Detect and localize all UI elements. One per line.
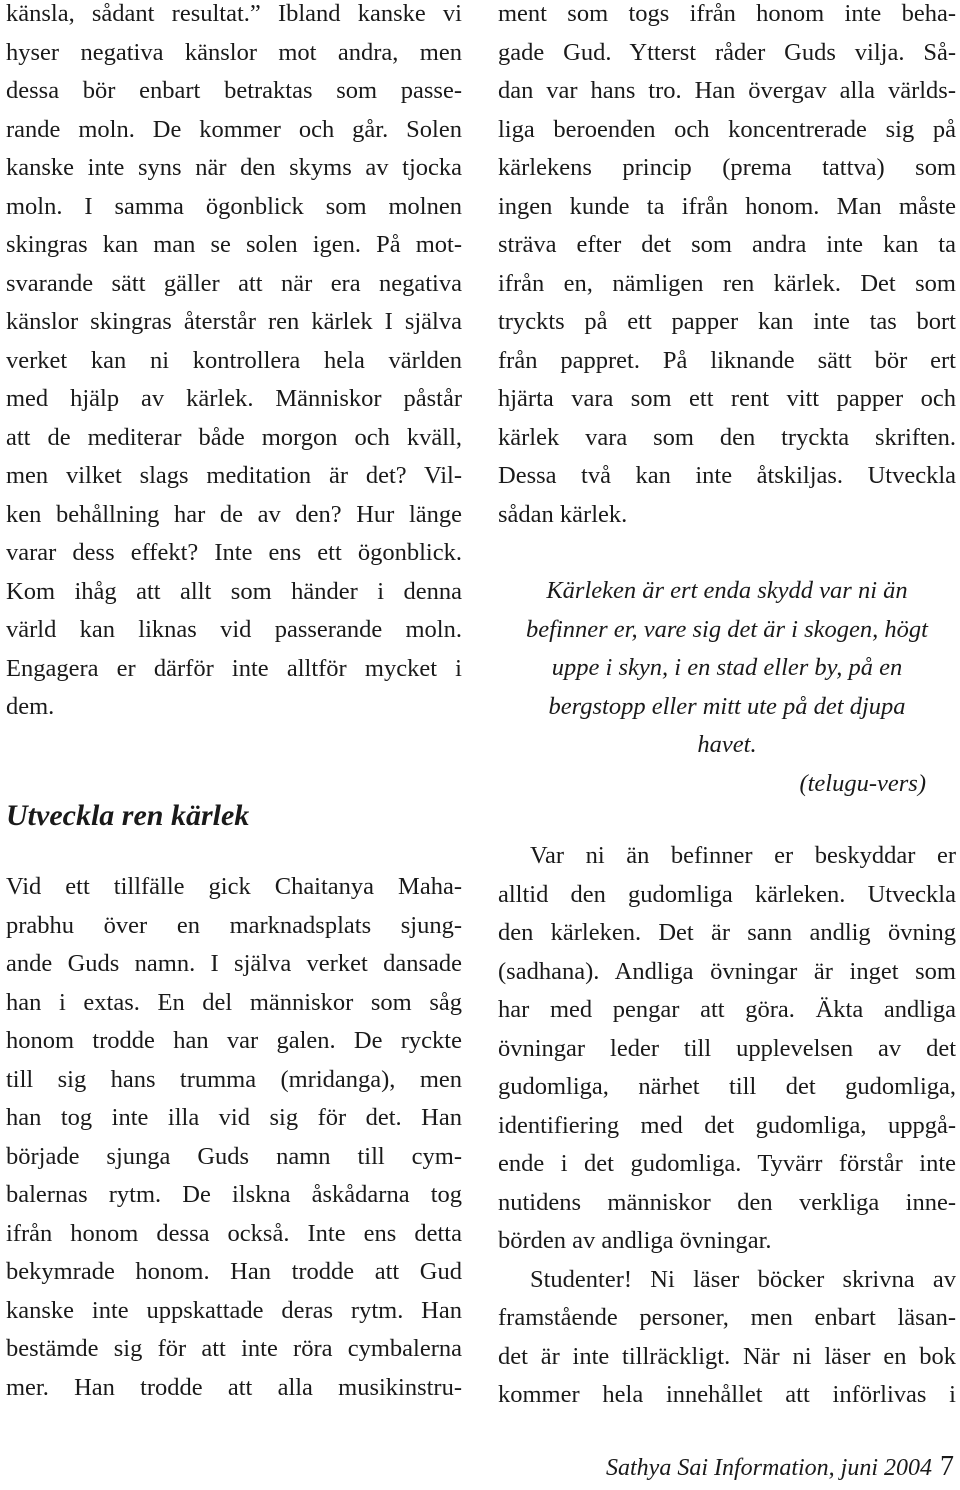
text-line: balernas rytm. De ilskna åskådarna tog [6,1181,462,1208]
poem-line: bergstopp eller mitt ute på det djupa [548,692,906,720]
poem-lines [498,572,956,765]
publication-title: Sathya Sai Information, juni 2004 [606,1455,932,1481]
text-line: med hjälp av kärlek. Människor påstår [6,385,462,412]
text-line: rande moln. De kommer och går. Solen [6,115,462,143]
text-line: från pappret. På liknande sätt bör ert [498,346,956,374]
text-line: Vid ett tillfälle gick Chaitanya Maha- [6,873,462,900]
text-line: kärlekens princip (prema tattva) som [498,154,956,181]
text-line: börden av andliga övningar. [498,1227,772,1254]
poem-line: uppe i skyn, i en stad eller by, på en [551,654,903,681]
text-line: verket kan ni kontrollera hela världen [6,346,462,374]
text-line: till sig hans trumma (mridanga), men [6,1065,462,1093]
text-line: känsla, sådant resultat.” Ibland kanske vi [6,0,462,27]
text-line: varar dess effekt? Inte ens ett ögonblick. [6,539,462,566]
text-line: dan var hans tro. Han övergav alla världs- [498,77,956,104]
text-line: Engagera er därför inte alltför mycket i [6,654,462,682]
text-line: gade Gud. Ytterst råder Guds vilja. Så- [498,38,956,66]
poem-quote [498,572,956,803]
text-line: dessa bör enbart betraktas som passe- [6,77,462,104]
text-line: alltid den gudomliga kärleken. Utveckla [498,880,956,908]
text-line: tryckts på ett papper kan inte tas bort [498,308,956,335]
text-line: kanske inte syns när den skyms av tjocka [6,154,462,181]
text-line: nutidens människor den verkliga inne- [498,1188,956,1216]
text-line: ken behållning har de av den? Hur länge [6,500,462,528]
text-line: ment som togs ifrån honom inte beha- [498,0,956,27]
text-line: ande Guds namn. I själva verket dansade [6,950,462,977]
text-line: Dessa två kan inte åtskiljas. Utveckla [498,462,956,489]
text-line: Kom ihåg att allt som händer i denna [6,577,462,605]
text-line: framstående personer, men enbart läsan- [498,1304,956,1331]
text-line: har med pengar att göra. Äkta andliga [498,996,956,1023]
text-line: bekymrade honom. Han trodde att Gud [6,1258,462,1285]
text-line: liga beroenden och koncentrerade sig på [498,115,956,143]
text-line: kanske inte uppskattade deras rytm. Han [6,1296,462,1324]
text-line: men vilket slags meditation är det? Vil- [6,462,462,489]
left-paragraph-2 [6,868,462,1407]
text-line: ende i det gudomliga. Tyvärr förstår inte [498,1150,956,1177]
text-line: moln. I samma ögonblick som molnen [6,192,462,220]
text-line: övningar leder till upplevelsen av det [498,1034,956,1062]
right-paragraph-3 [498,1261,956,1415]
text-line: identifiering med det gudomliga, uppgå- [498,1111,956,1139]
page-footer [606,1452,954,1483]
text-line: han tog inte illa vid sig för det. Han [6,1104,462,1131]
text-line: ingen kunde ta ifrån honom. Man måste [498,192,956,220]
poem-attribution: (telugu-vers) [799,769,926,797]
text-line: började sjunga Guds namn till cym- [6,1142,462,1170]
text-line: hyser negativa känslor mot andra, men [6,38,462,66]
poem-line: havet. [697,731,757,758]
text-line: honom trodde han var galen. De ryckte [6,1027,462,1054]
right-paragraph-1 [498,0,956,534]
text-line: ifrån en, nämligen ren kärlek. Det som [498,269,956,297]
section-heading: Utveckla ren kärlek [6,799,250,832]
text-line: värld kan liknas vid passerande moln. [6,616,462,643]
text-line: han i extas. En del människor som såg [6,988,462,1016]
text-line: hjärta vara som ett rent vitt papper och [498,385,956,412]
right-paragraph-2 [498,837,956,1261]
page-number: 7 [940,1451,954,1482]
text-line: att de mediterar både morgon och kväll, [6,423,462,451]
text-line: skingras kan man se solen igen. På mot- [6,231,462,258]
text-line: Studenter! Ni läser böcker skrivna av [530,1265,956,1293]
poem-line: Kärleken är ert enda skydd var ni än [546,577,908,604]
text-line: känslor skingras återstår ren kärlek I själva [6,308,462,335]
right-column [498,0,956,534]
text-line: sträva efter det som andra inte kan ta [498,231,956,258]
text-line: gudomliga, närhet till det gudomliga, [498,1073,956,1100]
text-line: kommer hela innehållet att införlivas i [498,1381,956,1408]
text-line: Var ni än befinner er beskyddar er [530,842,956,869]
text-line: det är inte tillräckligt. När ni läser en bok [498,1342,956,1370]
text-line: svarande sätt gäller att när era negativa [6,269,462,297]
text-line: bestämde sig för att inte röra cymbalerna [6,1335,462,1362]
poem-line: befinner er, vare sig det är i skogen, högt [526,615,928,643]
text-line: dem. [6,693,55,720]
left-column-lower [6,868,462,1407]
text-line: (sadhana). Andliga övningar är inget som [498,957,956,985]
right-column-lower [498,837,956,1415]
text-line: prabhu över en marknadsplats sjung- [6,911,462,939]
left-paragraph-1 [6,0,462,727]
text-line: sådan kärlek. [498,500,628,528]
text-line: den kärleken. Det är sann andlig övning [498,919,956,946]
left-column [6,0,462,727]
text-line: ifrån honom dessa också. Inte ens detta [6,1219,462,1247]
text-line: mer. Han trodde att alla musikinstru- [6,1373,462,1401]
text-line: kärlek vara som den tryckta skriften. [498,423,956,451]
